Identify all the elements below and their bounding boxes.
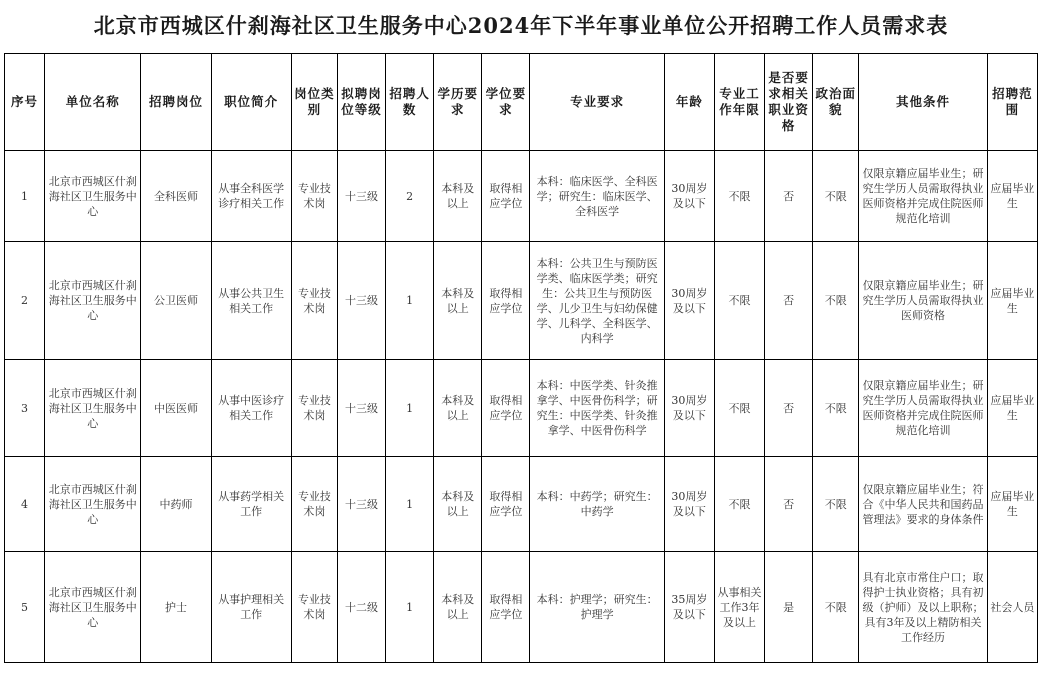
cell-qualification: 否 bbox=[765, 457, 813, 552]
cell-count: 1 bbox=[386, 552, 434, 663]
cell-education: 本科及以上 bbox=[434, 151, 482, 242]
header-other: 其他条件 bbox=[859, 54, 987, 151]
cell-scope: 应届毕业生 bbox=[987, 360, 1037, 457]
cell-seq: 4 bbox=[5, 457, 45, 552]
cell-category: 专业技术岗 bbox=[291, 457, 337, 552]
cell-intro: 从事护理相关工作 bbox=[211, 552, 291, 663]
cell-political: 不限 bbox=[813, 151, 859, 242]
cell-unit: 北京市西城区什刹海社区卫生服务中心 bbox=[45, 151, 141, 242]
cell-degree: 取得相应学位 bbox=[482, 151, 530, 242]
cell-unit: 北京市西城区什刹海社区卫生服务中心 bbox=[45, 457, 141, 552]
header-level: 拟聘岗位等级 bbox=[337, 54, 385, 151]
header-count: 招聘人数 bbox=[386, 54, 434, 151]
cell-work-years: 不限 bbox=[714, 457, 764, 552]
cell-seq: 2 bbox=[5, 242, 45, 360]
cell-political: 不限 bbox=[813, 242, 859, 360]
cell-count: 1 bbox=[386, 457, 434, 552]
cell-age: 30周岁及以下 bbox=[664, 457, 714, 552]
cell-education: 本科及以上 bbox=[434, 552, 482, 663]
cell-seq: 3 bbox=[5, 360, 45, 457]
cell-other: 具有北京市常住户口；取得护士执业资格；具有初级（护师）及以上职称；具有3年及以上精防相关工作经历 bbox=[859, 552, 987, 663]
cell-intro: 从事中医诊疗相关工作 bbox=[211, 360, 291, 457]
cell-level: 十二级 bbox=[337, 552, 385, 663]
cell-education: 本科及以上 bbox=[434, 457, 482, 552]
cell-other: 仅限京籍应届毕业生；符合《中华人民共和国药品管理法》要求的身体条件 bbox=[859, 457, 987, 552]
cell-post: 中医医师 bbox=[141, 360, 211, 457]
header-intro: 职位简介 bbox=[211, 54, 291, 151]
header-work-years: 专业工作年限 bbox=[714, 54, 764, 151]
cell-unit: 北京市西城区什刹海社区卫生服务中心 bbox=[45, 552, 141, 663]
cell-degree: 取得相应学位 bbox=[482, 457, 530, 552]
cell-age: 35周岁及以下 bbox=[664, 552, 714, 663]
cell-post: 公卫医师 bbox=[141, 242, 211, 360]
cell-level: 十三级 bbox=[337, 457, 385, 552]
cell-intro: 从事药学相关工作 bbox=[211, 457, 291, 552]
table-row bbox=[5, 360, 1038, 457]
cell-major: 本科：中医学类、针灸推拿学、中医骨伤科学；研究生：中医学类、针灸推拿学、中医骨伤科学 bbox=[530, 360, 664, 457]
cell-seq: 5 bbox=[5, 552, 45, 663]
cell-unit: 北京市西城区什刹海社区卫生服务中心 bbox=[45, 242, 141, 360]
header-qualification: 是否要求相关职业资格 bbox=[765, 54, 813, 151]
cell-level: 十三级 bbox=[337, 360, 385, 457]
cell-major: 本科：护理学；研究生：护理学 bbox=[530, 552, 664, 663]
cell-unit: 北京市西城区什刹海社区卫生服务中心 bbox=[45, 360, 141, 457]
cell-count: 1 bbox=[386, 360, 434, 457]
cell-qualification: 是 bbox=[765, 552, 813, 663]
cell-scope: 应届毕业生 bbox=[987, 151, 1037, 242]
cell-category: 专业技术岗 bbox=[291, 242, 337, 360]
cell-major: 本科：公共卫生与预防医学类、临床医学类；研究生：公共卫生与预防医学、儿少卫生与妇幼保健学、儿科学、全科医学、内科学 bbox=[530, 242, 664, 360]
cell-level: 十三级 bbox=[337, 242, 385, 360]
cell-major: 本科：中药学；研究生：中药学 bbox=[530, 457, 664, 552]
table-row bbox=[5, 151, 1038, 242]
cell-degree: 取得相应学位 bbox=[482, 552, 530, 663]
cell-post: 护士 bbox=[141, 552, 211, 663]
page-title: 北京市西城区什刹海社区卫生服务中心2024年下半年事业单位公开招聘工作人员需求表 bbox=[93, 13, 949, 38]
cell-work-years: 不限 bbox=[714, 360, 764, 457]
cell-other: 仅限京籍应届毕业生；研究生学历人员需取得执业医师资格 bbox=[859, 242, 987, 360]
cell-intro: 从事全科医学诊疗相关工作 bbox=[211, 151, 291, 242]
requirements-table bbox=[4, 53, 1038, 663]
header-degree: 学位要求 bbox=[482, 54, 530, 151]
cell-other: 仅限京籍应届毕业生；研究生学历人员需取得执业医师资格并完成住院医师规范化培训 bbox=[859, 151, 987, 242]
cell-category: 专业技术岗 bbox=[291, 151, 337, 242]
header-post: 招聘岗位 bbox=[141, 54, 211, 151]
cell-category: 专业技术岗 bbox=[291, 360, 337, 457]
cell-age: 30周岁及以下 bbox=[664, 242, 714, 360]
cell-age: 30周岁及以下 bbox=[664, 360, 714, 457]
table-row bbox=[5, 242, 1038, 360]
cell-scope: 社会人员 bbox=[987, 552, 1037, 663]
header-unit: 单位名称 bbox=[45, 54, 141, 151]
cell-level: 十三级 bbox=[337, 151, 385, 242]
cell-qualification: 否 bbox=[765, 151, 813, 242]
cell-qualification: 否 bbox=[765, 360, 813, 457]
header-seq: 序号 bbox=[5, 54, 45, 151]
cell-degree: 取得相应学位 bbox=[482, 360, 530, 457]
table-header-row bbox=[5, 54, 1038, 151]
header-political: 政治面貌 bbox=[813, 54, 859, 151]
cell-scope: 应届毕业生 bbox=[987, 242, 1037, 360]
header-age: 年龄 bbox=[664, 54, 714, 151]
cell-scope: 应届毕业生 bbox=[987, 457, 1037, 552]
cell-category: 专业技术岗 bbox=[291, 552, 337, 663]
table-row bbox=[5, 457, 1038, 552]
cell-seq: 1 bbox=[5, 151, 45, 242]
cell-work-years: 不限 bbox=[714, 151, 764, 242]
cell-work-years: 不限 bbox=[714, 242, 764, 360]
table-row bbox=[5, 552, 1038, 663]
cell-age: 30周岁及以下 bbox=[664, 151, 714, 242]
cell-political: 不限 bbox=[813, 552, 859, 663]
cell-post: 全科医师 bbox=[141, 151, 211, 242]
cell-count: 1 bbox=[386, 242, 434, 360]
header-category: 岗位类别 bbox=[291, 54, 337, 151]
cell-degree: 取得相应学位 bbox=[482, 242, 530, 360]
cell-political: 不限 bbox=[813, 457, 859, 552]
cell-count: 2 bbox=[386, 151, 434, 242]
cell-other: 仅限京籍应届毕业生；研究生学历人员需取得执业医师资格并完成住院医师规范化培训 bbox=[859, 360, 987, 457]
cell-intro: 从事公共卫生相关工作 bbox=[211, 242, 291, 360]
header-major: 专业要求 bbox=[530, 54, 664, 151]
header-education: 学历要求 bbox=[434, 54, 482, 151]
cell-major: 本科：临床医学、全科医学；研究生：临床医学、全科医学 bbox=[530, 151, 664, 242]
cell-political: 不限 bbox=[813, 360, 859, 457]
cell-education: 本科及以上 bbox=[434, 242, 482, 360]
header-scope: 招聘范围 bbox=[987, 54, 1037, 151]
cell-post: 中药师 bbox=[141, 457, 211, 552]
cell-qualification: 否 bbox=[765, 242, 813, 360]
cell-education: 本科及以上 bbox=[434, 360, 482, 457]
cell-work-years: 从事相关工作3年及以上 bbox=[714, 552, 764, 663]
